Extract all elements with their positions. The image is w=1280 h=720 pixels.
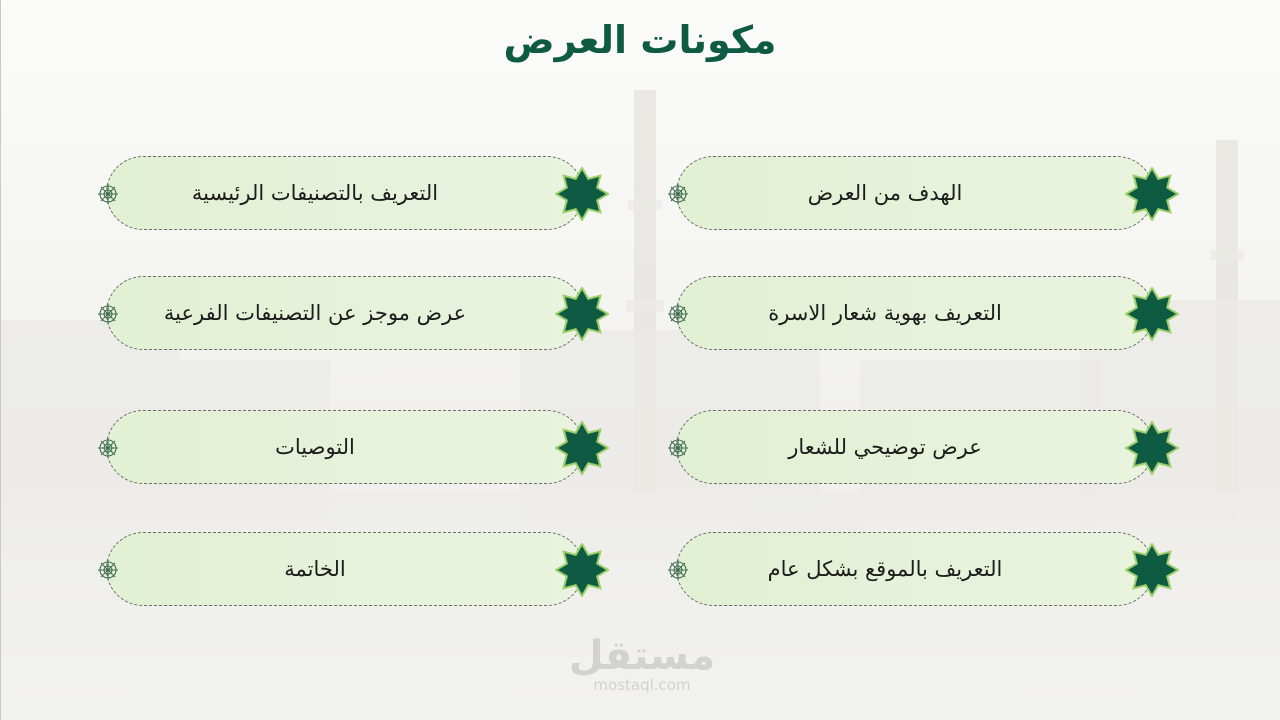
agenda-item-7: [676, 532, 1154, 606]
slide-edge: [0, 0, 1, 720]
agenda-item-label: الهدف من العرض: [807, 181, 963, 205]
arabesque-ornament-icon: [667, 183, 689, 205]
slide-title: مكونات العرض: [503, 18, 777, 62]
agenda-item-5: [676, 410, 1154, 484]
arabesque-ornament-icon: [667, 437, 689, 459]
agenda-item-label: عرض موجز عن التصنيفات الفرعية: [163, 301, 467, 325]
arabesque-ornament-icon: [97, 559, 119, 581]
agenda-item-2: [106, 156, 584, 230]
watermark-arabic: مستقل: [568, 633, 716, 679]
agenda-item-label: التعريف بالموقع بشكل عام: [767, 557, 1003, 581]
arabesque-ornament-icon: [97, 303, 119, 325]
agenda-item-8: [106, 532, 584, 606]
agenda-item-label: التوصيات: [275, 435, 355, 459]
agenda-item-4: [106, 276, 584, 350]
watermark-latin: mostaql.com: [593, 676, 691, 694]
agenda-item-1: [676, 156, 1154, 230]
eight-point-star-icon: [1125, 421, 1179, 475]
eight-point-star-icon: [555, 543, 609, 597]
agenda-item-label: التعريف بالتصنيفات الرئيسية: [191, 181, 439, 205]
arabesque-ornament-icon: [667, 559, 689, 581]
agenda-item-6: [106, 410, 584, 484]
eight-point-star-icon: [1125, 167, 1179, 221]
arabesque-ornament-icon: [667, 303, 689, 325]
watermark: [562, 633, 722, 706]
eight-point-star-icon: [555, 287, 609, 341]
eight-point-star-icon: [555, 167, 609, 221]
arabesque-ornament-icon: [97, 437, 119, 459]
agenda-item-3: [676, 276, 1154, 350]
eight-point-star-icon: [555, 421, 609, 475]
eight-point-star-icon: [1125, 543, 1179, 597]
arabesque-ornament-icon: [97, 183, 119, 205]
agenda-item-label: التعريف بهوية شعار الاسرة: [768, 301, 1002, 325]
eight-point-star-icon: [1125, 287, 1179, 341]
agenda-item-label: عرض توضيحي للشعار: [788, 435, 982, 459]
agenda-item-label: الخاتمة: [284, 557, 346, 581]
